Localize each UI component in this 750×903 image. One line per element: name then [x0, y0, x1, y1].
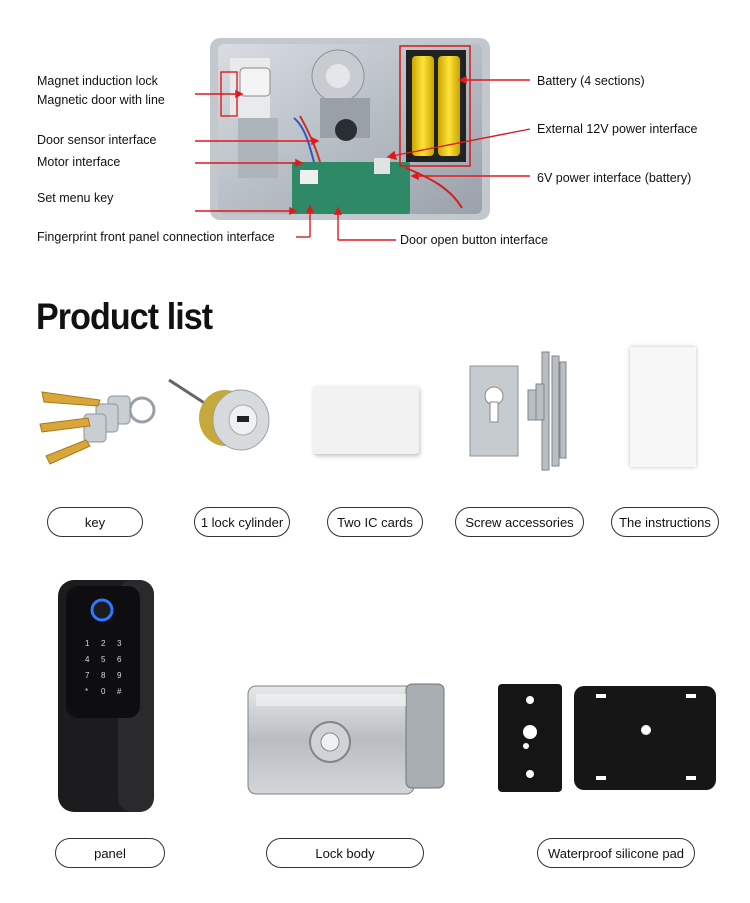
label-external-12v: External 12V power interface: [537, 122, 698, 136]
svg-text:8: 8: [101, 671, 106, 680]
svg-text:#: #: [117, 687, 122, 696]
svg-text:0: 0: [101, 687, 106, 696]
ic-card-image: [313, 386, 419, 454]
svg-text:4: 4: [85, 655, 90, 664]
svg-text:5: 5: [101, 655, 106, 664]
label-door-sensor-interface: Door sensor interface: [37, 133, 157, 147]
pill-ic-cards: Two IC cards: [327, 507, 423, 537]
label-set-menu-key: Set menu key: [37, 191, 114, 205]
svg-text:1: 1: [85, 639, 90, 648]
pill-panel: panel: [55, 838, 165, 868]
instructions-image: [630, 347, 696, 467]
fingerprint-panel-image: [58, 580, 158, 812]
label-motor-interface: Motor interface: [37, 155, 121, 169]
lock-body-image: [246, 680, 448, 800]
screw-accessories-image: [468, 350, 580, 474]
lock-cylinder-image: [165, 376, 285, 466]
pill-lock-body: Lock body: [266, 838, 424, 868]
pill-key: key: [47, 507, 143, 537]
svg-text:6: 6: [117, 655, 122, 664]
label-magnetic-door-with-line: Magnetic door with line: [37, 93, 165, 107]
svg-text:2: 2: [101, 639, 106, 648]
pill-instructions: The instructions: [611, 507, 719, 537]
label-6v-power: 6V power interface (battery): [537, 171, 692, 185]
svg-text:7: 7: [85, 671, 90, 680]
svg-text:*: *: [85, 687, 89, 696]
pill-screw-accessories: Screw accessories: [455, 507, 584, 537]
label-fingerprint-connection: Fingerprint front panel connection interface: [37, 230, 275, 244]
keys-image: [38, 380, 160, 472]
svg-text:9: 9: [117, 671, 122, 680]
pill-lock-cylinder: 1 lock cylinder: [194, 507, 290, 537]
label-battery: Battery (4 sections): [537, 74, 645, 88]
product-list-title: Product list: [36, 296, 213, 337]
label-door-open-button: Door open button interface: [400, 233, 549, 247]
silicone-pad-image: [496, 682, 718, 794]
pill-silicone-pad: Waterproof silicone pad: [537, 838, 695, 868]
svg-text:3: 3: [117, 639, 122, 648]
label-magnet-induction-lock: Magnet induction lock: [37, 74, 158, 88]
